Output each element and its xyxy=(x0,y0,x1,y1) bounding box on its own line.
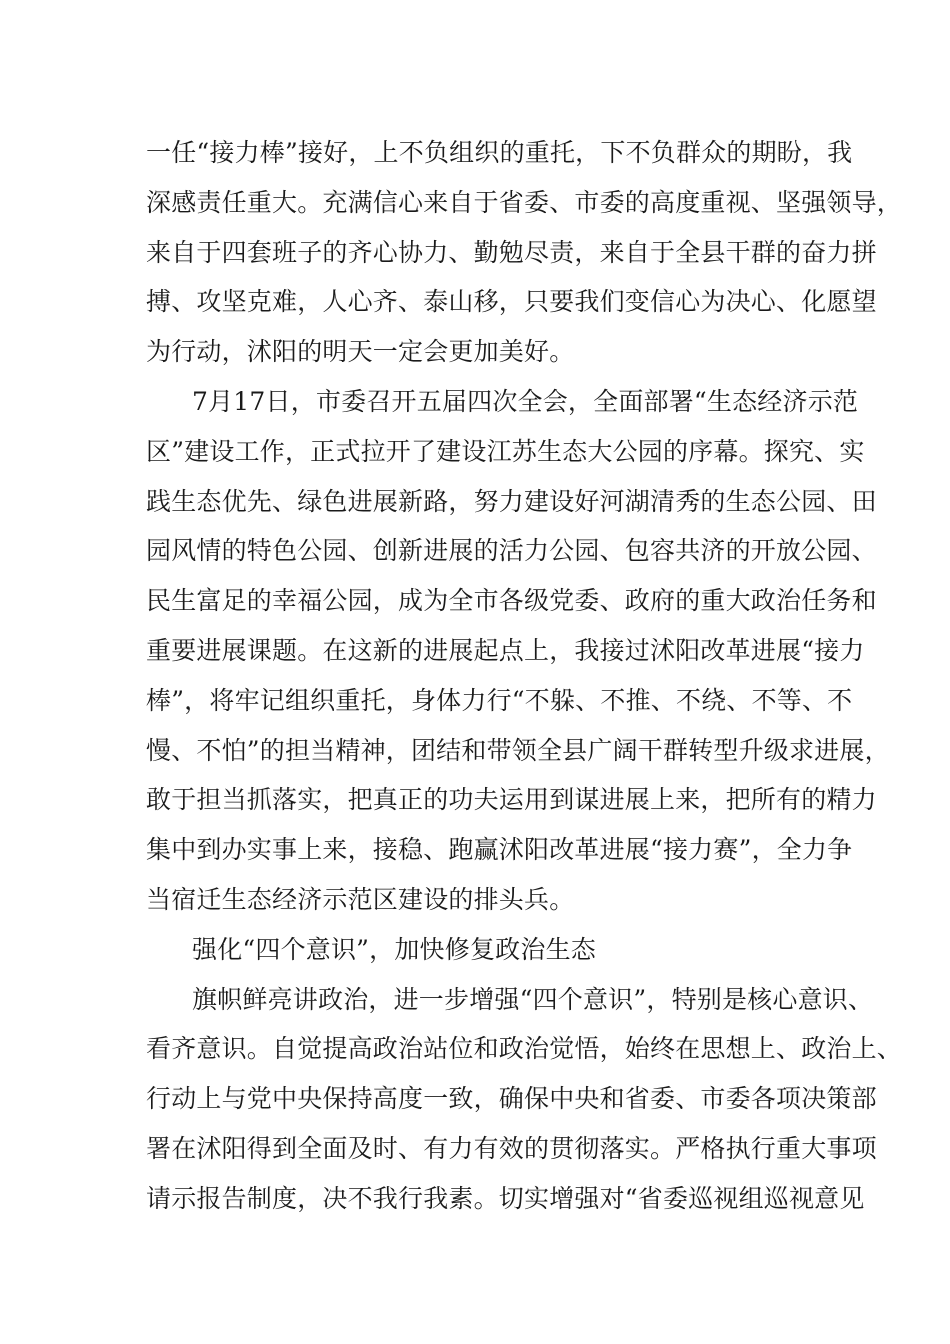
text-line: 来自于四套班子的齐心协力、勤勉尽责，来自于全县干群的奋力拼 xyxy=(146,237,877,267)
text-line: 搏、攻坚克难，人心齐、泰山移，只要我们变信心为决心、化愿望 xyxy=(146,287,877,317)
text-line: 重要进展课题。在这新的进展起点上，我接过沭阳改革进展“接力 xyxy=(146,635,865,665)
text-line: 看齐意识。自觉提高政治站位和政治觉悟，始终在思想上、政治上、 xyxy=(146,1034,903,1064)
text-line: 为行动，沭阳的明天一定会更加美好。 xyxy=(146,337,575,367)
text-line: 一任“接力棒”接好，上不负组织的重托，下不负群众的期盼，我 xyxy=(146,138,853,167)
text-line: 棒”，将牢记组织重托，身体力行“不躲、不推、不绕、不等、不 xyxy=(146,685,853,715)
text-line: 敢于担当抓落实，把真正的功夫运用到谋进展上来，把所有的精力 xyxy=(146,785,877,815)
text-line: 强化“四个意识”，加快修复政治生态 xyxy=(192,934,596,964)
text-line: 集中到办实事上来，接稳、跑赢沭阳改革进展“接力赛”，全力争 xyxy=(146,835,853,865)
text-line: 旗帜鲜亮讲政治，进一步增强“四个意识”，特别是核心意识、 xyxy=(192,984,874,1014)
body-text xyxy=(146,134,903,1230)
text-line: 慢、不怕”的担当精神，团结和带领全县广阔干群转型升级求进展， xyxy=(146,735,890,765)
text-line: 7月17日，市委召开五届四次全会，全面部署“生态经济示范 xyxy=(192,386,859,416)
text-line: 署在沭阳得到全面及时、有力有效的贯彻落实。严格执行重大事项 xyxy=(146,1133,877,1163)
text-line: 园风情的特色公园、创新进展的活力公园、包容共济的开放公园、 xyxy=(146,536,877,566)
text-line: 行动上与党中央保持高度一致，确保中央和省委、市委各项决策部 xyxy=(146,1084,877,1114)
text-line: 当宿迁生态经济示范区建设的排头兵。 xyxy=(146,884,575,914)
text-line: 深感责任重大。充满信心来自于省委、市委的高度重视、坚强领导， xyxy=(146,187,903,217)
text-line: 请示报告制度，决不我行我素。切实增强对“省委巡视组巡视意见 xyxy=(146,1183,865,1213)
text-line: 民生富足的幸福公园，成为全市各级党委、政府的重大政治任务和 xyxy=(146,586,877,616)
text-line: 践生态优先、绿色进展新路，努力建设好河湖清秀的生态公园、田 xyxy=(146,486,877,516)
text-line: 区”建设工作，正式拉开了建设江苏生态大公园的序幕。探究、实 xyxy=(146,436,865,466)
